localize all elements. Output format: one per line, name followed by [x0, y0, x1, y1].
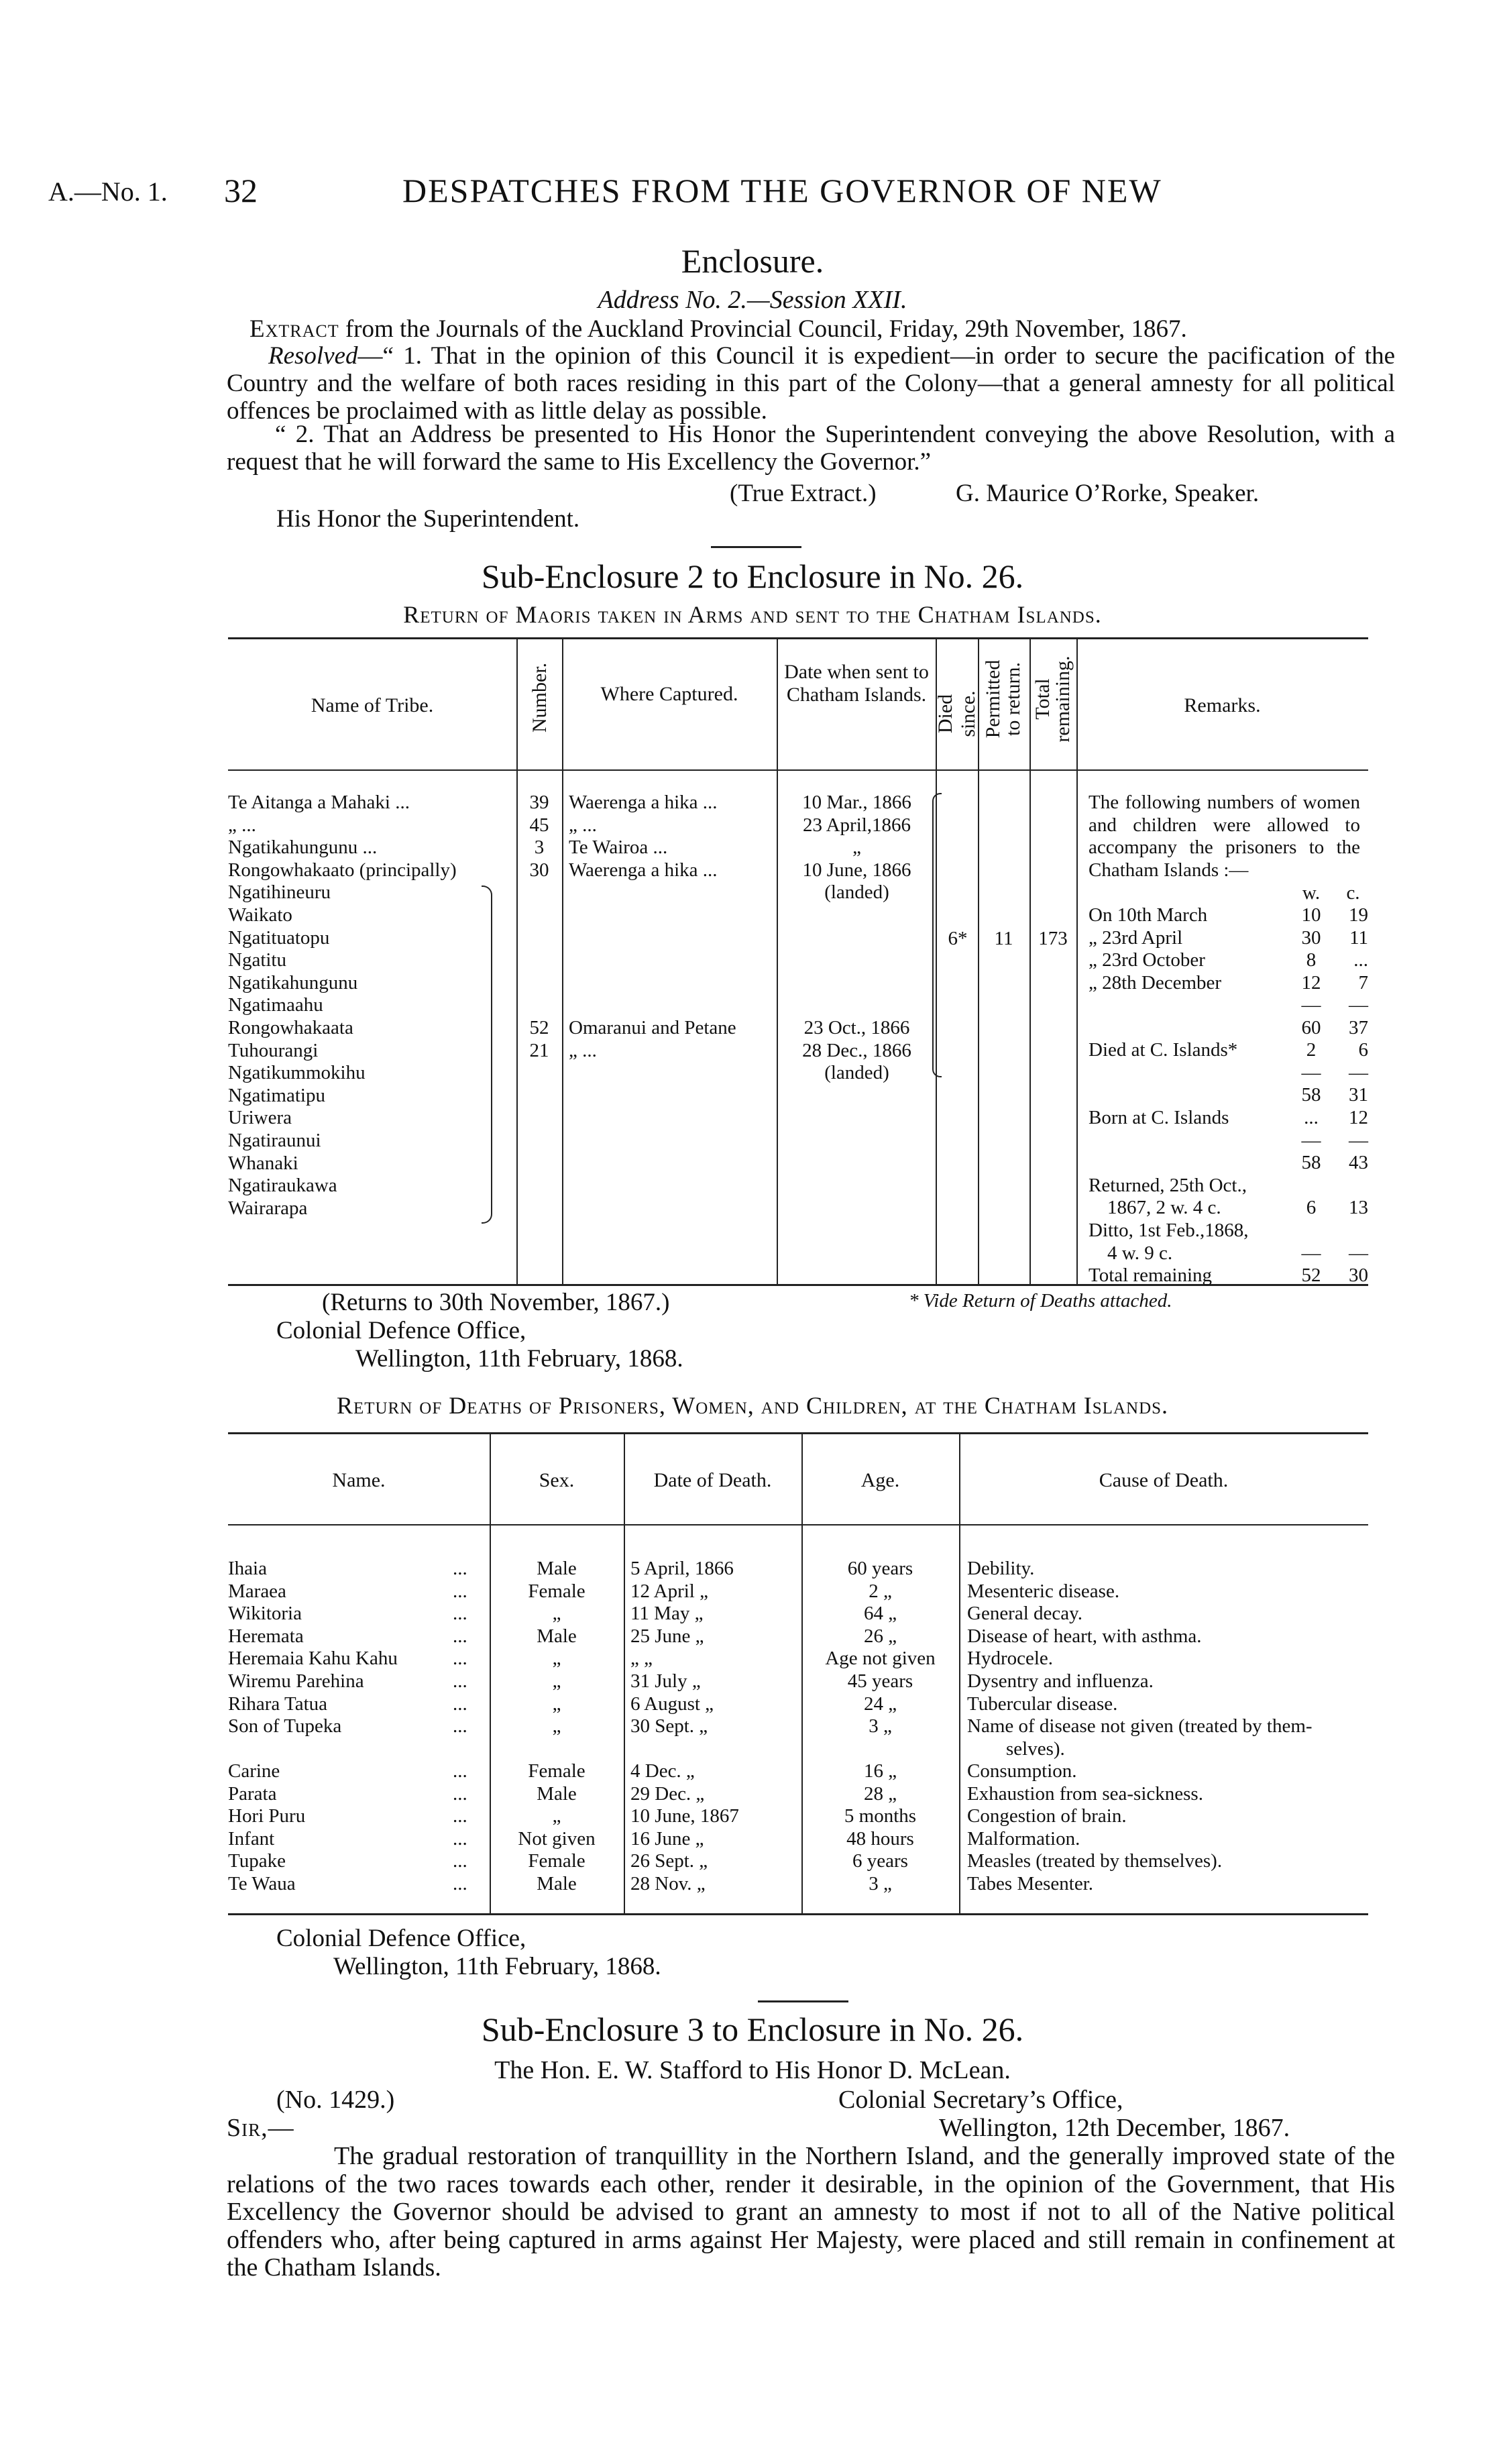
col-rule: [516, 639, 518, 1284]
col-rule: [1029, 639, 1031, 1284]
death-sex: „: [552, 1693, 561, 1715]
tribe-name: Ngatituatopu: [228, 926, 330, 949]
tribe-bracket: [482, 886, 492, 1224]
remarks-row: [1089, 1220, 1368, 1242]
died-count: 6*: [948, 928, 968, 949]
remarks-children: 19: [1349, 904, 1368, 926]
death-cause: Tubercular disease.: [967, 1693, 1118, 1715]
remarks-label: Total remaining: [1089, 1265, 1212, 1287]
death-cause: Exhaustion from sea-sickness.: [967, 1782, 1203, 1805]
remarks-women: 30: [1301, 926, 1321, 949]
death-name: Infant: [228, 1827, 275, 1850]
remarks-label: Ditto, 1st Feb.,1868,: [1089, 1219, 1249, 1241]
tribe-name: Waikato: [228, 904, 292, 926]
resolution-paragraph-1: [227, 342, 1395, 425]
death-date: 30 Sept. „: [630, 1715, 708, 1737]
tribe-name: Wairarapa: [228, 1197, 308, 1219]
where-captured: Omaranui and Petane: [569, 1017, 736, 1038]
remarks-rows: [1089, 904, 1368, 994]
death-date: 29 Dec. „: [630, 1782, 705, 1805]
header-died: Died since.: [934, 690, 979, 737]
sub-enclosure-3-title: Sub-Enclosure 3 to Enclosure in No. 26.: [481, 2011, 1024, 2048]
death-age: 5 months: [844, 1805, 917, 1827]
death-row: [228, 1558, 1368, 1581]
remarks-row: [1089, 927, 1368, 950]
true-extract: (True Extract.): [730, 480, 877, 507]
death-date: 12 April „: [630, 1580, 708, 1602]
death-name: Carine: [228, 1760, 280, 1782]
death-age: 3 „: [869, 1872, 892, 1894]
death-cause-cont-text: selves).: [1006, 1737, 1065, 1760]
address-line: Address No. 2.—Session XXII.: [598, 286, 907, 314]
header-where-captured: Where Captured.: [600, 683, 738, 705]
remarks-w-head: w.: [1302, 882, 1321, 904]
death-leader: ...: [453, 1850, 467, 1872]
death-date: 26 Sept. „: [630, 1850, 708, 1872]
header-permitted: Permitted to return.: [982, 659, 1024, 739]
remarks-children: 7: [1358, 971, 1368, 994]
addressee: His Honor the Superintendent.: [276, 505, 580, 533]
remarks-row: [1089, 994, 1368, 1017]
remarks-women: —: [1301, 1242, 1321, 1264]
death-cause: Hydrocele.: [967, 1648, 1054, 1670]
remarks-children: 12: [1349, 1106, 1368, 1128]
tribe-name: Whanaki: [228, 1152, 298, 1174]
death-age: Age not given: [825, 1648, 936, 1670]
permitted-count: 11: [994, 928, 1013, 949]
remarks-children: —: [1349, 994, 1368, 1016]
col-rule: [562, 639, 563, 1284]
letter-ref-no: (No. 1429.): [276, 2086, 395, 2114]
death-cause: Consumption.: [967, 1760, 1077, 1782]
remarks-label: Born at C. Islands: [1089, 1106, 1229, 1128]
remarks-women: 58: [1301, 1152, 1321, 1174]
death-leader: ...: [453, 1693, 467, 1715]
death-age: 24 „: [863, 1693, 897, 1715]
remarks-women: 52: [1301, 1265, 1321, 1287]
remarks-children: 43: [1349, 1152, 1368, 1174]
vide-note: * Vide Return of Deaths attached.: [909, 1290, 1172, 1311]
remarks-children: 37: [1349, 1016, 1368, 1038]
remarks-label: 4 w. 9 c.: [1107, 1242, 1173, 1264]
date-sent: 23 April,1866: [802, 814, 911, 836]
remarks-women: 8: [1306, 949, 1317, 971]
death-row: [228, 1715, 1368, 1738]
tribe-name: Ngatitu: [228, 949, 286, 971]
death-name: Wikitoria: [228, 1603, 302, 1625]
section-divider: [711, 546, 801, 548]
death-sex: Male: [537, 1782, 577, 1805]
tribe-name: Uriwera: [228, 1107, 292, 1129]
date-sent: (landed): [824, 1062, 889, 1084]
death-leader: ...: [453, 1782, 467, 1805]
deaths-header-rule: [228, 1524, 1368, 1525]
death-name: Son of Tupeka: [228, 1715, 342, 1737]
remarks-women: —: [1301, 994, 1321, 1016]
tribe-number: 21: [529, 1039, 549, 1061]
dates-group-1: [778, 792, 936, 904]
death-name: Wiremu Parehina: [228, 1670, 364, 1692]
remarks-women: —: [1301, 1129, 1321, 1151]
death-age: 48 hours: [846, 1827, 914, 1850]
remarks-row: [1089, 1107, 1368, 1130]
defence-office-date-2: Wellington, 11th February, 1868.: [333, 1953, 661, 1980]
extract-label: Extract: [249, 315, 339, 343]
remarks-women: 58: [1301, 1084, 1321, 1106]
date-sent: 10 Mar., 1866: [802, 792, 911, 813]
resolved-label: Resolved: [268, 342, 358, 370]
speaker-signature: G. Maurice O’Rorke, Speaker.: [956, 480, 1260, 507]
death-row: [228, 1873, 1368, 1896]
remarks-label: Returned, 25th Oct.,: [1089, 1174, 1247, 1196]
tribe-name: Rongowhakaata: [228, 1016, 353, 1038]
death-leader: ...: [453, 1872, 467, 1894]
death-sex: Male: [537, 1872, 577, 1894]
death-age: 64 „: [863, 1603, 897, 1625]
tribe-name: „ ...: [228, 814, 256, 836]
header-number: Number.: [528, 662, 551, 733]
tribe-name: Ngatimatipu: [228, 1084, 325, 1106]
remarks-row: [1089, 1152, 1368, 1175]
sub-enclosure-2-title: Sub-Enclosure 2 to Enclosure in No. 26.: [481, 557, 1024, 595]
death-row: [228, 1850, 1368, 1873]
defence-office-date-1: Wellington, 11th February, 1868.: [355, 1345, 683, 1373]
extract-line: [249, 314, 1187, 345]
death-date: 6 August „: [630, 1693, 714, 1715]
tribe-name: Te Aitanga a Mahaki ...: [228, 792, 410, 813]
tribe-number: 52: [529, 1017, 549, 1038]
death-row: [228, 1603, 1368, 1625]
remarks-c-head: c.: [1346, 882, 1360, 904]
remarks-women: 12: [1301, 971, 1321, 994]
remarks-children: ...: [1353, 949, 1368, 971]
returns-date-note: (Returns to 30th November, 1867.): [322, 1289, 670, 1316]
death-date: 25 June „: [630, 1625, 704, 1647]
death-name: Rihara Tatua: [228, 1693, 328, 1715]
remarks-label: „ 28th December: [1089, 971, 1222, 994]
deaths-header-sex: Sex.: [539, 1469, 575, 1491]
death-row: [228, 1670, 1368, 1693]
extract-text: from the Journals of the Auckland Provincial Council, Friday, 29th November, 1867.: [339, 315, 1187, 343]
remarks-row: [1089, 1062, 1368, 1085]
tribe-name: Rongowhakaato (principally): [228, 859, 457, 881]
table-header-rule: [228, 769, 1368, 771]
death-leader: ...: [453, 1603, 467, 1625]
death-cause: General decay.: [967, 1603, 1083, 1625]
death-name: Parata: [228, 1782, 277, 1805]
death-sex: „: [552, 1805, 561, 1827]
death-row: [228, 1693, 1368, 1716]
tribe-number: 39: [529, 792, 549, 813]
death-cause: Mesenteric disease.: [967, 1580, 1120, 1602]
death-row: [228, 1760, 1368, 1783]
header-total: Total remaining.: [1032, 655, 1074, 743]
remarks-row: [1089, 972, 1368, 995]
remarks-children: 6: [1358, 1039, 1368, 1061]
death-sex: Female: [528, 1760, 586, 1782]
remarks-women: 6: [1306, 1197, 1317, 1219]
remarks-children: —: [1349, 1129, 1368, 1151]
remarks-summary: [1089, 994, 1368, 1287]
letter-date: Wellington, 12th December, 1867.: [939, 2114, 1290, 2142]
deaths-header-age: Age.: [860, 1469, 900, 1491]
deaths-rows-group-1: [228, 1558, 1368, 1760]
death-cause: Measles (treated by themselves).: [967, 1850, 1223, 1872]
maoris-table-title: Return of Maoris taken in Arms and sent to the Chatham Islands.: [403, 601, 1102, 628]
remarks-row: [1089, 1017, 1368, 1040]
death-leader: ...: [453, 1625, 467, 1647]
remarks-children: —: [1349, 1061, 1368, 1083]
remarks-women: ...: [1304, 1106, 1319, 1128]
death-row: [228, 1805, 1368, 1828]
remarks-intro: [1089, 792, 1360, 881]
death-name: Heremaia Kahu Kahu: [228, 1648, 398, 1670]
remarks-label: „ 23rd October: [1089, 949, 1205, 971]
where-group-1: [569, 792, 773, 881]
remarks-intro-text: The following numbers of women and children were allowed to accompany the prisoners to the Chatham Islands :—: [1089, 792, 1360, 881]
deaths-header-name: Name.: [332, 1469, 386, 1491]
deaths-header-date: Date of Death.: [653, 1469, 772, 1491]
death-leader: ...: [453, 1827, 467, 1850]
remarks-label: Died at C. Islands*: [1089, 1039, 1238, 1061]
death-sex: Female: [528, 1580, 586, 1602]
where-captured: „ ...: [569, 1039, 597, 1061]
page-number: 32: [224, 172, 258, 209]
death-sex: „: [552, 1670, 561, 1692]
deaths-header-cause: Cause of Death.: [1099, 1469, 1229, 1491]
death-sex: Male: [537, 1625, 577, 1647]
death-name: Hori Puru: [228, 1805, 306, 1827]
remarks-women: 2: [1306, 1039, 1317, 1061]
death-age: 6 years: [852, 1850, 908, 1872]
death-cause: Congestion of brain.: [967, 1805, 1127, 1827]
table-top-rule: [228, 637, 1368, 639]
col-rule: [1076, 639, 1078, 1284]
where-captured: Waerenga a hika ...: [569, 792, 718, 813]
tribe-name: Ngatiraunui: [228, 1129, 321, 1151]
tribe-name: Ngatikahungunu ...: [228, 837, 378, 859]
date-sent: (landed): [824, 881, 889, 904]
deaths-bottom-rule: [228, 1913, 1368, 1915]
death-name: Maraea: [228, 1580, 286, 1602]
death-name: Tupake: [228, 1850, 286, 1872]
death-leader: ...: [453, 1648, 467, 1670]
death-age: 2 „: [869, 1580, 892, 1602]
header-date-sent: Date when sent to Chatham Islands.: [784, 661, 929, 706]
death-sex: Male: [537, 1558, 577, 1579]
running-title: DESPATCHES FROM THE GOVERNOR OF NEW: [402, 172, 1162, 209]
death-cause: Debility.: [967, 1558, 1035, 1579]
death-sex: Not given: [518, 1827, 596, 1850]
death-date: 28 Nov. „: [630, 1872, 706, 1894]
deaths-top-rule: [228, 1432, 1368, 1434]
header-tribe: Name of Tribe.: [311, 694, 434, 716]
where-captured: Waerenga a hika ...: [569, 859, 718, 881]
total-count: 173: [1038, 928, 1068, 949]
death-age: 26 „: [863, 1625, 897, 1647]
remarks-row: [1089, 1265, 1368, 1287]
numbers-group-2: [516, 1017, 562, 1062]
remarks-label: 1867, 2 w. 4 c.: [1107, 1197, 1221, 1219]
date-sent: 10 June, 1866: [802, 859, 911, 881]
numbers-group-1: [516, 792, 562, 881]
remarks-row: [1089, 1130, 1368, 1153]
death-cause: Disease of heart, with asthma.: [967, 1625, 1202, 1647]
letter-from-to: The Hon. E. W. Stafford to His Honor D. McLean.: [494, 2056, 1011, 2084]
remarks-women: —: [1301, 1061, 1321, 1083]
remarks-children: —: [1349, 1242, 1368, 1264]
death-cause: Dysentry and influenza.: [967, 1670, 1154, 1692]
death-leader: ...: [453, 1715, 467, 1737]
remarks-row: [1089, 1175, 1368, 1197]
death-row: [228, 1581, 1368, 1603]
death-name: Ihaia: [228, 1558, 267, 1579]
tribe-name: Tuhourangi: [228, 1039, 319, 1061]
tribe-name: Ngatiraukawa: [228, 1175, 337, 1197]
death-date: 4 Dec. „: [630, 1760, 695, 1782]
defence-office-1: Colonial Defence Office,: [276, 1317, 526, 1344]
death-age: 28 „: [863, 1782, 897, 1805]
death-date: 16 June „: [630, 1827, 704, 1850]
deaths-rows-group-2: [228, 1760, 1368, 1896]
death-row: [228, 1625, 1368, 1648]
death-cause-continuation: [228, 1738, 1368, 1761]
date-sent: 28 Dec., 1866: [802, 1039, 911, 1061]
resolved-text: —“ 1. That in the opinion of this Council it is expedient—in order to secure the pacification of the Country and the welfare of both races residing in this part of the Colony—that a general amnesty for all political offences be proclaimed with as little delay as possible.: [227, 342, 1395, 425]
dates-group-2: [778, 1017, 936, 1085]
death-age: 45 years: [847, 1670, 913, 1692]
death-cause: Malformation.: [967, 1827, 1080, 1850]
death-age: 16 „: [863, 1760, 897, 1782]
where-captured: Te Wairoa ...: [569, 837, 668, 859]
remarks-children: 11: [1349, 926, 1368, 949]
death-leader: ...: [453, 1760, 467, 1782]
death-date: 31 July „: [630, 1670, 701, 1692]
where-captured: „ ...: [569, 814, 597, 836]
remarks-women: 60: [1301, 1016, 1321, 1038]
date-sent: 23 Oct., 1866: [803, 1017, 910, 1038]
death-name: Te Waua: [228, 1872, 296, 1894]
death-sex: „: [552, 1648, 561, 1670]
remarks-row: [1089, 904, 1368, 927]
enclosure-title: Enclosure.: [681, 242, 824, 280]
death-date: 10 June, 1867: [630, 1805, 739, 1827]
death-date: 11 May „: [630, 1603, 704, 1625]
tribe-number: 45: [529, 814, 549, 836]
death-row: [228, 1648, 1368, 1670]
death-row: [228, 1828, 1368, 1851]
tribe-number: 30: [529, 859, 549, 881]
date-sent: „: [852, 837, 861, 859]
col-rule: [777, 639, 778, 1284]
letter-office: Colonial Secretary’s Office,: [838, 2086, 1123, 2114]
letter-body: The gradual restoration of tranquillity in the Northern Island, and the generally improved state of the relations of the two races towards each other, render it desirable, in the opinion of the Government, that His Excellency the Governor should be advised to grant an amnesty to most if not to all of the Native political offenders who, after being captured in arms against Her Majesty, were placed and still remain in confinement at the Chatham Islands.: [227, 2142, 1395, 2282]
death-sex: „: [552, 1715, 561, 1737]
remarks-label: „ 23rd April: [1089, 926, 1183, 949]
deaths-table-title: Return of Deaths of Prisoners, Women, and Children, at the Chatham Islands.: [336, 1392, 1169, 1419]
death-age: 60 years: [847, 1558, 913, 1579]
remarks-children: 30: [1349, 1265, 1368, 1287]
defence-office-2: Colonial Defence Office,: [276, 1925, 526, 1952]
death-cause: Name of disease not given (treated by them-: [967, 1715, 1313, 1737]
death-date: 5 April, 1866: [630, 1558, 734, 1579]
death-sex: Female: [528, 1850, 586, 1872]
remarks-row: [1089, 1039, 1368, 1062]
death-leader: ...: [453, 1580, 467, 1602]
remarks-row: [1089, 1242, 1368, 1265]
death-row: [228, 1783, 1368, 1806]
death-cause: Tabes Mesenter.: [967, 1872, 1094, 1894]
remarks-label: On 10th March: [1089, 904, 1208, 926]
letter-salutation: Sir,—: [227, 2114, 294, 2142]
tribe-name: Ngatihineuru: [228, 881, 331, 904]
remarks-row: [1089, 1197, 1368, 1220]
death-leader: ...: [453, 1558, 467, 1579]
remarks-row: [1089, 1084, 1368, 1107]
tribe-list: [228, 792, 516, 1220]
remarks-children: 13: [1349, 1197, 1368, 1219]
remarks-row: [1089, 949, 1368, 972]
death-leader: ...: [453, 1670, 467, 1692]
where-group-2: [569, 1017, 773, 1062]
death-name: Heremata: [228, 1625, 304, 1647]
tribe-name: Ngatikahungunu: [228, 971, 358, 994]
death-date: „ „: [630, 1648, 653, 1670]
remarks-children: 31: [1349, 1084, 1368, 1106]
resolution-paragraph-2: “ 2. That an Address be presented to His Honor the Superintendent conveying the above Resolution, with a request that he will forward the same to His Excellency the Governor.”: [227, 421, 1395, 476]
remarks-women: 10: [1301, 904, 1321, 926]
page-ref: A.—No. 1.: [48, 176, 168, 207]
death-leader: ...: [453, 1805, 467, 1827]
tribe-name: Ngatimaahu: [228, 994, 323, 1016]
death-sex: „: [552, 1603, 561, 1625]
tribe-name: Ngatikummokihu: [228, 1062, 366, 1084]
section-divider-2: [758, 2000, 848, 2002]
header-remarks: Remarks.: [1184, 694, 1261, 716]
tribe-number: 3: [534, 837, 545, 859]
death-age: 3 „: [869, 1715, 892, 1737]
